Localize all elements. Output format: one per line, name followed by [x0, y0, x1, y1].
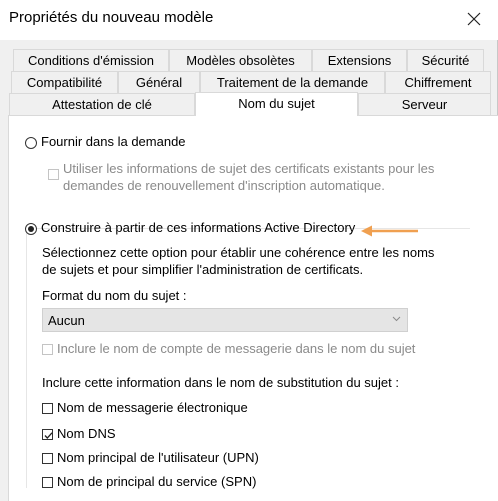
- subject-format-value: Aucun: [48, 313, 85, 328]
- ad-description-line1: Sélectionnez cette option pour établir une cohérence entre les noms: [42, 245, 435, 260]
- alt-upn-checkbox[interactable]: [42, 453, 53, 464]
- ad-description-line2: de sujets et pour simplifier l'administration de certificats.: [42, 262, 364, 277]
- tab-attestation-cle[interactable]: Attestation de clé: [9, 93, 195, 115]
- window-title: Propriétés du nouveau modèle: [9, 9, 214, 26]
- tab-nom-du-sujet[interactable]: Nom du sujet: [195, 92, 358, 116]
- tab-conditions-emission[interactable]: Conditions d'émission: [13, 49, 169, 71]
- tab-general[interactable]: Général: [118, 71, 200, 93]
- use-existing-info-checkbox[interactable]: [48, 169, 59, 180]
- use-existing-info-line1: Utiliser les informations de sujet des certificats existants pour les: [63, 161, 435, 176]
- build-from-ad-radio[interactable]: [25, 223, 37, 235]
- alt-spn-checkbox[interactable]: [42, 477, 53, 488]
- alt-dns-label: Nom DNS: [57, 426, 116, 441]
- subject-format-label: Format du nom du sujet :: [42, 288, 187, 303]
- tab-modeles-obsoletes[interactable]: Modèles obsolètes: [169, 49, 312, 71]
- alt-name-heading: Inclure cette information dans le nom de substitution du sujet :: [42, 375, 399, 390]
- build-from-ad-label: Construire à partir de ces informations Active Directory: [41, 220, 356, 235]
- supply-in-request-radio[interactable]: [25, 137, 37, 149]
- tab-compatibilite[interactable]: Compatibilité: [11, 71, 118, 93]
- use-existing-info-line2: demandes de renouvellement d'inscription automatique.: [63, 178, 385, 193]
- chevron-down-icon: [392, 316, 401, 322]
- tab-traitement-demande[interactable]: Traitement de la demande: [200, 71, 385, 93]
- alt-upn-label: Nom principal de l'utilisateur (UPN): [57, 450, 259, 465]
- tab-chiffrement[interactable]: Chiffrement: [385, 71, 491, 93]
- supply-in-request-label: Fournir dans la demande: [41, 134, 186, 149]
- alt-spn-label: Nom de principal du service (SPN): [57, 474, 257, 489]
- alt-email-label: Nom de messagerie électronique: [57, 400, 248, 415]
- include-email-label: Inclure le nom de compte de messagerie dans le nom du sujet: [57, 341, 416, 356]
- highlight-arrow-icon: [360, 224, 420, 238]
- tab-securite[interactable]: Sécurité: [407, 49, 484, 71]
- alt-email-checkbox[interactable]: [42, 403, 53, 414]
- tab-serveur[interactable]: Serveur: [358, 93, 491, 115]
- include-email-checkbox[interactable]: [42, 344, 53, 355]
- alt-dns-checkbox[interactable]: [42, 429, 53, 440]
- tab-extensions[interactable]: Extensions: [312, 49, 407, 71]
- subject-format-select[interactable]: [42, 308, 408, 332]
- checkmark-icon: [43, 430, 54, 441]
